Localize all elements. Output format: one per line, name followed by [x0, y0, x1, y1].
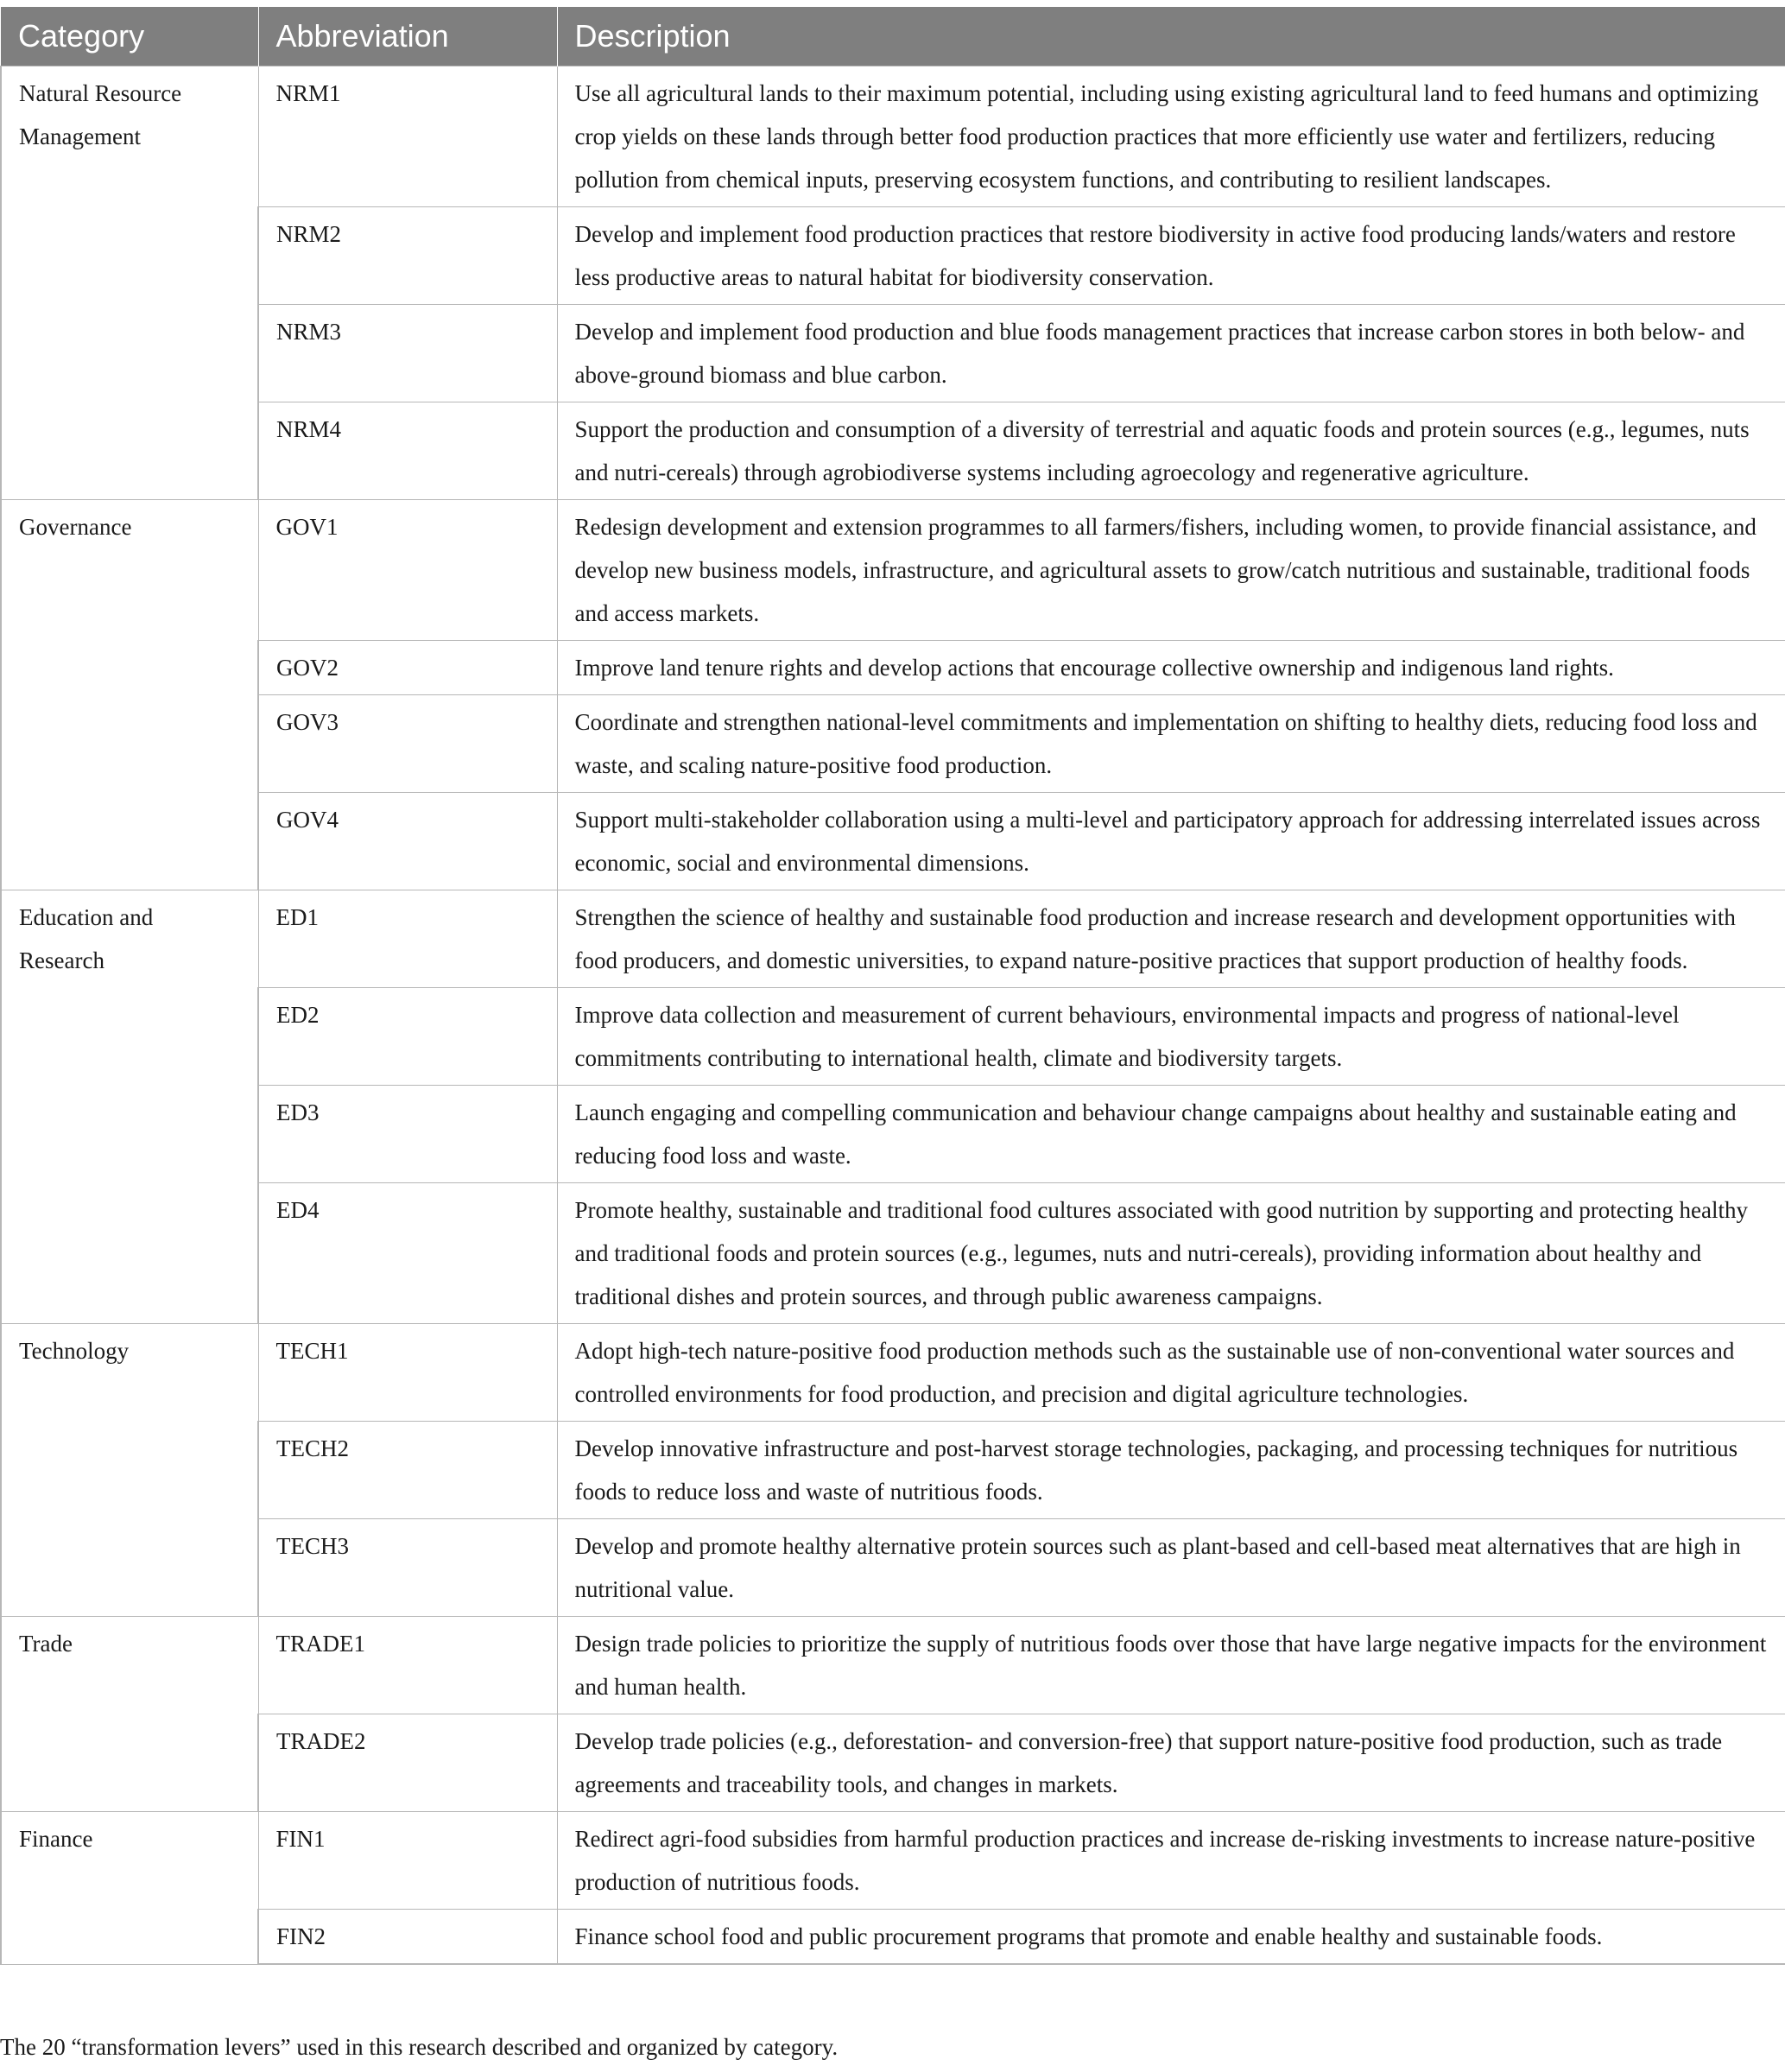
description-cell: Develop trade policies (e.g., deforestation- and conversion-free) that support nature-positive food production, such as trade agreements and traceability tools, and changes in markets. — [557, 1714, 1785, 1812]
abbreviation-cell: FIN1 — [258, 1812, 557, 1910]
abbreviation-cell: GOV1 — [258, 500, 557, 641]
abbreviation-cell: NRM2 — [258, 207, 557, 305]
description-cell: Support multi-stakeholder collaboration using a multi-level and participatory approach for addressing interrelated issues across economic, social and environmental dimensions. — [557, 793, 1785, 890]
description-cell: Strengthen the science of healthy and sustainable food production and increase research and development opportunities with food producers, and domestic universities, to expand nature-positive practices that support production of healthy foods. — [557, 890, 1785, 988]
header-row — [1, 7, 1785, 67]
description-cell: Develop and promote healthy alternative protein sources such as plant-based and cell-based meat alternatives that are high in nutritional value. — [557, 1519, 1785, 1617]
abbreviation-cell: ED3 — [258, 1086, 557, 1183]
abbreviation-cell: NRM3 — [258, 305, 557, 402]
table-row — [1, 988, 1785, 1086]
table-header — [1, 7, 1785, 67]
description-cell: Develop and implement food production practices that restore biodiversity in active food producing lands/waters and restore less productive areas to natural habitat for biodiversity conservation. — [557, 207, 1785, 305]
description-cell: Finance school food and public procurement programs that promote and enable healthy and sustainable foods. — [557, 1910, 1785, 1965]
abbreviation-cell: ED1 — [258, 890, 557, 988]
abbreviation-cell: TECH1 — [258, 1324, 557, 1422]
table-row — [1, 1910, 1785, 1965]
description-cell: Improve data collection and measurement of current behaviours, environmental impacts and progress of national-level commitments contributing to international health, climate and biodiversity targets. — [557, 988, 1785, 1086]
table-row — [1, 793, 1785, 890]
header-category: Category — [1, 7, 258, 67]
abbreviation-cell: NRM4 — [258, 402, 557, 500]
category-cell: Technology — [1, 1324, 258, 1617]
description-cell: Use all agricultural lands to their maximum potential, including using existing agricultural land to feed humans and optimizing crop yields on these lands through better food production practices that more efficiently use water and fertilizers, reducing pollution from chemical inputs, preserving ecosystem functions, and contributing to resilient landscapes. — [557, 67, 1785, 207]
description-cell: Develop and implement food production and blue foods management practices that increase carbon stores in both below- and above-ground biomass and blue carbon. — [557, 305, 1785, 402]
table-row — [1, 67, 1785, 207]
category-cell: Education and Research — [1, 890, 258, 1324]
abbreviation-cell: GOV2 — [258, 641, 557, 695]
description-cell: Adopt high-tech nature-positive food production methods such as the sustainable use of non-conventional water sources and controlled environments for food production, and precision and digital agriculture technologies. — [557, 1324, 1785, 1422]
table-row — [1, 207, 1785, 305]
table-row — [1, 1324, 1785, 1422]
table-row — [1, 890, 1785, 988]
abbreviation-cell: ED4 — [258, 1183, 557, 1324]
abbreviation-cell: TECH3 — [258, 1519, 557, 1617]
description-cell: Support the production and consumption of a diversity of terrestrial and aquatic foods and protein sources (e.g., legumes, nuts and nutri-cereals) through agrobiodiverse systems including agroecology and regenerative agriculture. — [557, 402, 1785, 500]
table-row — [1, 1519, 1785, 1617]
table-row — [1, 1617, 1785, 1714]
description-cell: Improve land tenure rights and develop actions that encourage collective ownership and indigenous land rights. — [557, 641, 1785, 695]
abbreviation-cell: GOV3 — [258, 695, 557, 793]
table-row — [1, 695, 1785, 793]
abbreviation-cell: TRADE2 — [258, 1714, 557, 1812]
table-row — [1, 1086, 1785, 1183]
category-cell: Natural Resource Management — [1, 67, 258, 500]
description-cell: Develop innovative infrastructure and post-harvest storage technologies, packaging, and processing techniques for nutritious foods to reduce loss and waste of nutritious foods. — [557, 1422, 1785, 1519]
table-caption: The 20 “transformation levers” used in this research described and organized by category. — [0, 2034, 839, 2060]
table-row — [1, 641, 1785, 695]
table-container — [0, 7, 1785, 1965]
header-abbreviation: Abbreviation — [258, 7, 557, 67]
description-cell: Redesign development and extension programmes to all farmers/fishers, including women, to provide financial assistance, and develop new business models, infrastructure, and agricultural assets to grow/catch nutritious and sustainable, traditional foods and access markets. — [557, 500, 1785, 641]
description-cell: Redirect agri-food subsidies from harmful production practices and increase de-risking investments to increase nature-positive production of nutritious foods. — [557, 1812, 1785, 1910]
abbreviation-cell: ED2 — [258, 988, 557, 1086]
category-cell: Finance — [1, 1812, 258, 1965]
description-cell: Launch engaging and compelling communication and behaviour change campaigns about healthy and sustainable eating and reducing food loss and waste. — [557, 1086, 1785, 1183]
abbreviation-cell: TECH2 — [258, 1422, 557, 1519]
levers-table — [0, 7, 1785, 1965]
abbreviation-cell: NRM1 — [258, 67, 557, 207]
description-cell: Design trade policies to prioritize the supply of nutritious foods over those that have large negative impacts for the environment and human health. — [557, 1617, 1785, 1714]
abbreviation-cell: FIN2 — [258, 1910, 557, 1965]
table-row — [1, 1183, 1785, 1324]
header-description: Description — [557, 7, 1785, 67]
description-cell: Coordinate and strengthen national-level commitments and implementation on shifting to healthy diets, reducing food loss and waste, and scaling nature-positive food production. — [557, 695, 1785, 793]
category-cell: Governance — [1, 500, 258, 890]
abbreviation-cell: TRADE1 — [258, 1617, 557, 1714]
table-row — [1, 1714, 1785, 1812]
table-body — [1, 67, 1785, 1965]
table-row — [1, 305, 1785, 402]
table-row — [1, 500, 1785, 641]
abbreviation-cell: GOV4 — [258, 793, 557, 890]
category-cell: Trade — [1, 1617, 258, 1812]
description-cell: Promote healthy, sustainable and traditional food cultures associated with good nutrition by supporting and protecting healthy and traditional foods and protein sources (e.g., legumes, nuts and nutri-cereals), providing information about healthy and traditional dishes and protein sources, and through public awareness campaigns. — [557, 1183, 1785, 1324]
table-row — [1, 1812, 1785, 1910]
table-row — [1, 1422, 1785, 1519]
table-row — [1, 402, 1785, 500]
